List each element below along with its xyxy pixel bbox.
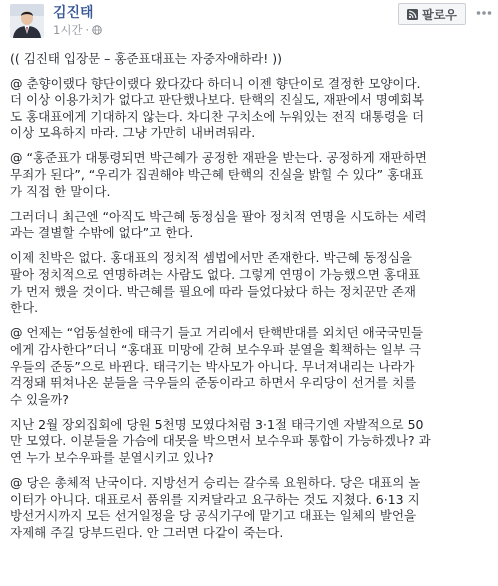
post-title [10,51,488,68]
post-header [0,0,498,44]
paragraph-line: @ 당은 총체적 난국이다. 지방선거 승리는 갈수록 요원하다. 당은 대표의 놀 [10,475,421,491]
more-options-button[interactable] [474,4,494,22]
paragraph-line: 방선거시까지 모든 선거일정을 당 공식기구에 맡기고 대표는 일체의 발언을 [10,508,417,524]
profile-photo [10,4,44,38]
post-paragraph [10,150,488,200]
follow-button[interactable] [398,3,466,25]
more-options-icon [476,10,492,16]
paragraph-line: 우들의 준동”으로 바뀐다. 태극기는 박사모가 아니다. 무너져내리는 나라가 [10,358,415,374]
paragraph-line: @ 언제는 “엄동설한에 태극기 들고 거리에서 탄핵반대를 외치던 애국국민들 [10,325,424,341]
paragraph-line: (( 김진태 입장문 – 홍준표대표는 자중자애하라! )) [10,51,282,66]
paragraph-line: 이터가 아니다. 대표로서 품위를 지켜달라고 요구하는 것도 지쳤다. 6·13 지 [10,491,420,507]
paragraph-line: 만 모였다. 이분들을 가슴에 대못을 박으면서 보수우파 통합이 가능하겠나? 과 [10,433,431,449]
paragraph-line: 에게 감사한다”더니 “홍대표 미망에 갇혀 보수우파 분열을 획책하는 일부 극 [10,341,421,357]
paragraph-line: @ 춘향이랬다 향단이랬다 왔다갔다 하더니 이젠 향단이로 결정한 모양이다. [10,75,421,91]
paragraph-line: 이제 친박은 없다. 홍대표의 정치적 셈법에서만 존재한다. 박근혜 동정심을 [10,250,412,266]
paragraph-line: 가 먼저 했을 것이다. 박근혜를 필요에 따라 들었다놨다 하는 정치꾼만 존재 [10,283,416,299]
author-name[interactable]: 김진태 [53,5,94,21]
paragraph-line: 무죄가 된다”, “우리가 집권해야 박근혜 탄핵의 진실을 밝힐 수 있다” 홍대표 [10,167,424,183]
paragraph-line: @ “홍준표가 대통령되면 박근혜가 공정한 재판을 받는다. 공정하게 재판하면 [10,150,427,166]
globe-icon [92,25,102,35]
paragraph-line: 자제해 주길 당부드린다. 안 그러면 다같이 죽는다. [10,524,284,540]
post-paragraph [10,417,488,467]
rss-feed-icon [407,9,418,20]
paragraph-line: 한다. [10,300,39,316]
post-paragraph [10,475,488,541]
post-paragraph [10,250,488,316]
post-paragraph [10,325,488,408]
paragraph-line: 수 있을까? [10,391,69,407]
paragraph-line: 걱정돼 뛰쳐나온 분들을 극우들의 준동이라고 하면서 우리당이 선거를 치를 [10,375,417,391]
paragraph-line: 과는 결별할 수밖에 없다”고 한다. [10,225,194,241]
paragraph-line: 그러더니 최근엔 “아직도 박근혜 동정심을 팔아 정치적 연명을 시도하는 세력 [10,208,427,224]
paragraph-line: 연 누가 보수우파를 분열시키고 있나? [10,449,214,465]
avatar[interactable] [10,4,44,38]
paragraph-line: 도 홍대표에게 기대하지 않는다. 차디찬 구치소에 누워있는 전직 대통령을 더 [10,108,425,124]
paragraph-line: 팔아 정치적으로 연명하려는 사람도 없다. 그렇게 연명이 가능했으면 홍대표 [10,267,421,283]
paragraph-line: 이상 모욕하지 마라. 그냥 가만히 내버려둬라. [10,125,256,141]
meta-separator: · [85,23,90,37]
paragraph-line: 지난 2월 장외집회에 당원 5천명 모였다처럼 3·1절 태극기엔 자발적으로 50 [10,416,424,432]
post-paragraph [10,76,488,142]
post-paragraph [10,209,488,242]
post-body [10,51,488,550]
paragraph-line: 더 이상 이용가치가 없다고 판단했나보다. 탄핵의 진실도, 재판에서 명예회복 [10,92,425,108]
post-meta [53,23,102,37]
follow-button-label: 팔로우 [422,7,457,22]
post-time[interactable]: 1시간 [53,23,83,37]
paragraph-line: 가 직접 한 말이다. [10,183,111,199]
